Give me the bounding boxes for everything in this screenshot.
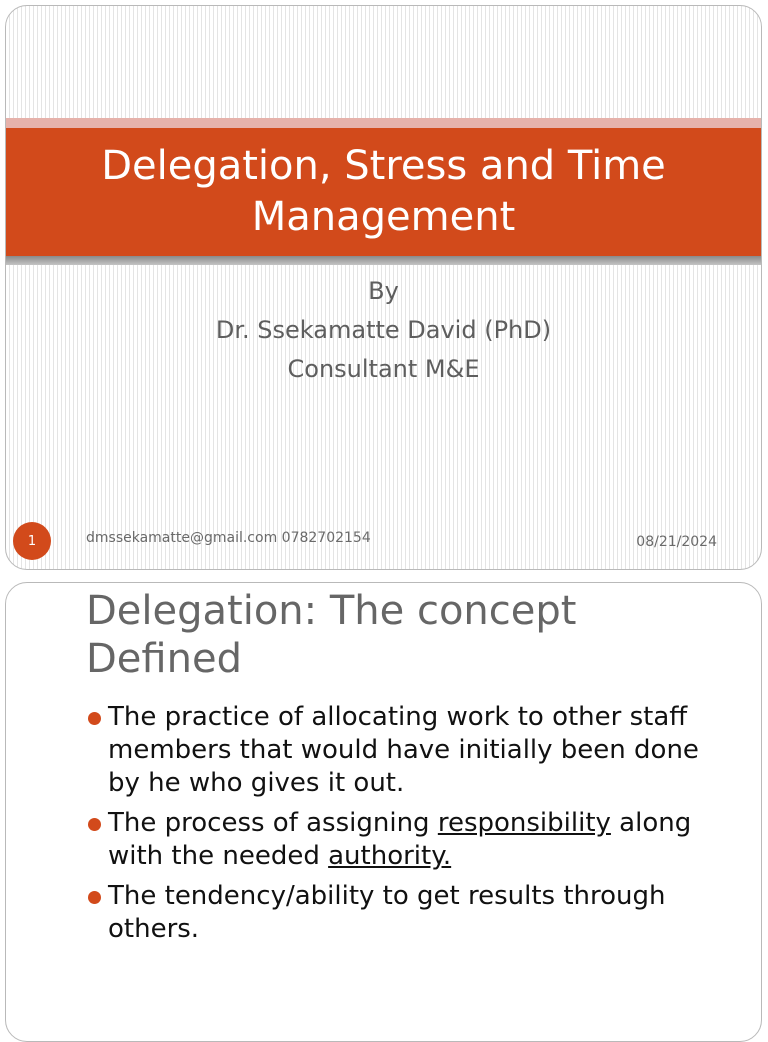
title-band-highlight — [6, 118, 761, 128]
slide-title — [44, 141, 724, 243]
bullet-dot-icon — [88, 712, 101, 725]
slide-number-badge: 1 — [13, 522, 51, 560]
content-title-line-1: Delegation: The concept — [86, 588, 577, 634]
title-slide — [5, 5, 762, 570]
footer-contact: dmssekamatte@gmail.com 0782702154 — [86, 530, 371, 546]
bullet-item — [86, 807, 736, 873]
bullet-text-part-2: along with the needed — [108, 808, 692, 871]
bullet-underlined-authority: authority. — [328, 841, 452, 871]
subtitle-role: Consultant M&E — [287, 355, 480, 383]
bullet-underlined-responsibility: responsibility — [437, 808, 611, 838]
bullet-text-part-1: The process of assigning — [108, 808, 438, 838]
bullet-text: The tendency/ability to get results through others. — [108, 881, 666, 944]
slide-title-line-1: Delegation, Stress and Time — [101, 143, 666, 189]
subtitle-by: By — [368, 277, 399, 305]
content-title-line-2: Defined — [86, 636, 242, 682]
content-slide — [5, 582, 762, 1042]
footer-date: 08/21/2024 — [636, 534, 717, 550]
bullet-text: The practice of allocating work to other staff members that would have initially been done by he who gives it out. — [108, 702, 699, 798]
bullet-dot-icon — [88, 818, 101, 831]
bullet-list — [86, 701, 736, 953]
bullet-dot-icon — [88, 891, 101, 904]
bullet-item — [86, 880, 736, 946]
content-slide-title — [86, 587, 726, 683]
bullet-item — [86, 701, 736, 800]
title-band-shadow — [6, 256, 761, 265]
title-band — [6, 128, 761, 256]
slide-subtitle — [6, 272, 761, 389]
slide-title-line-2: Management — [251, 194, 516, 240]
subtitle-author: Dr. Ssekamatte David (PhD) — [215, 316, 552, 344]
